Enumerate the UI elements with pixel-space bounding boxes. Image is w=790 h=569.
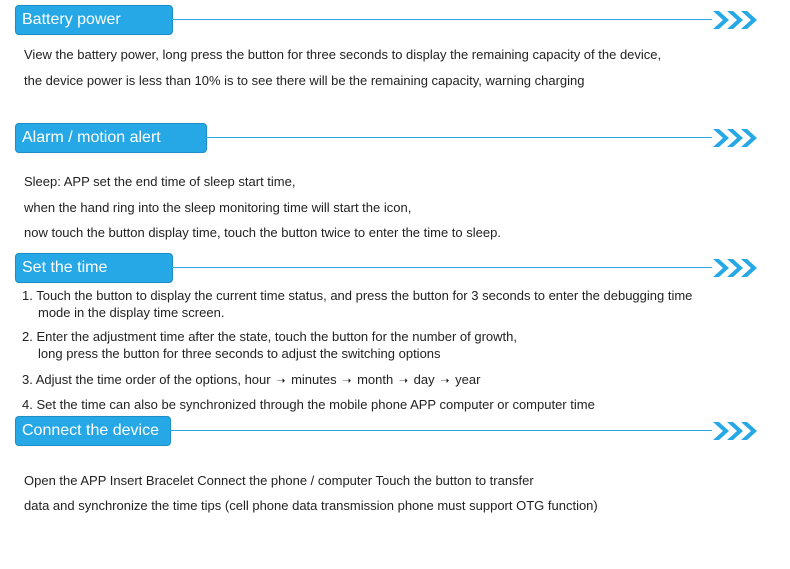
- triple-chevron-right-icon: [711, 125, 761, 151]
- right-arrow-icon: ➝: [342, 375, 352, 387]
- section-header-battery: [15, 5, 775, 35]
- time-step-3-year: year: [455, 372, 481, 387]
- time-step-1-line-2: mode in the display time screen.: [38, 305, 225, 320]
- triple-chevron-right-icon: [711, 7, 761, 33]
- section-header-alarm: [15, 123, 775, 153]
- divider-line: [172, 267, 712, 268]
- triple-chevron-right-icon: [711, 255, 761, 281]
- section-header-set-time: [15, 253, 775, 283]
- alarm-text-line-1: Sleep: APP set the end time of sleep start time,: [24, 174, 296, 189]
- section-title-set-time: Set the time: [15, 253, 173, 283]
- battery-text-line-1: View the battery power, long press the button for three seconds to display the remaining capacity of the device,: [24, 47, 662, 62]
- right-arrow-icon: ➝: [440, 375, 450, 387]
- section-title-connect: Connect the device: [15, 416, 171, 446]
- section-header-connect: [15, 416, 775, 446]
- time-step-4-line-1: 4. Set the time can also be synchronized through the mobile phone APP computer or computer time: [22, 397, 595, 412]
- time-step-3: [22, 371, 480, 390]
- alarm-text-line-3: now touch the button display time, touch the button twice to enter the time to sleep.: [24, 225, 501, 240]
- divider-line: [172, 19, 712, 20]
- time-step-2-line-2: long press the button for three seconds to adjust the switching options: [38, 346, 441, 361]
- section-title-alarm: Alarm / motion alert: [15, 123, 207, 153]
- time-step-2: [22, 328, 517, 362]
- time-step-3-minutes: minutes: [291, 372, 337, 387]
- connect-text-line-2: data and synchronize the time tips (cell phone data transmission phone must support OTG function): [24, 498, 598, 513]
- triple-chevron-right-icon: [711, 418, 761, 444]
- alarm-text-line-2: when the hand ring into the sleep monitoring time will start the icon,: [24, 200, 412, 215]
- time-step-1: [22, 287, 692, 321]
- battery-text-line-2: the device power is less than 10% is to see there will be the remaining capacity, warning charging: [24, 73, 585, 88]
- time-step-1-line-1: 1. Touch the button to display the current time status, and press the button for 3 seconds to enter the debugging time: [22, 288, 693, 303]
- divider-line: [206, 137, 712, 138]
- right-arrow-icon: ➝: [276, 375, 286, 387]
- divider-line: [170, 430, 712, 431]
- time-step-4: [22, 396, 595, 413]
- time-step-3-day: day: [413, 372, 435, 387]
- time-step-3-prefix: 3. Adjust the time order of the options, hour: [22, 372, 271, 387]
- time-step-2-line-1: 2. Enter the adjustment time after the state, touch the button for the number of growth,: [22, 329, 518, 344]
- connect-text-line-1: Open the APP Insert Bracelet Connect the phone / computer Touch the button to transfer: [24, 473, 534, 488]
- time-step-3-month: month: [357, 372, 394, 387]
- right-arrow-icon: ➝: [398, 375, 409, 387]
- section-title-battery: Battery power: [15, 5, 173, 35]
